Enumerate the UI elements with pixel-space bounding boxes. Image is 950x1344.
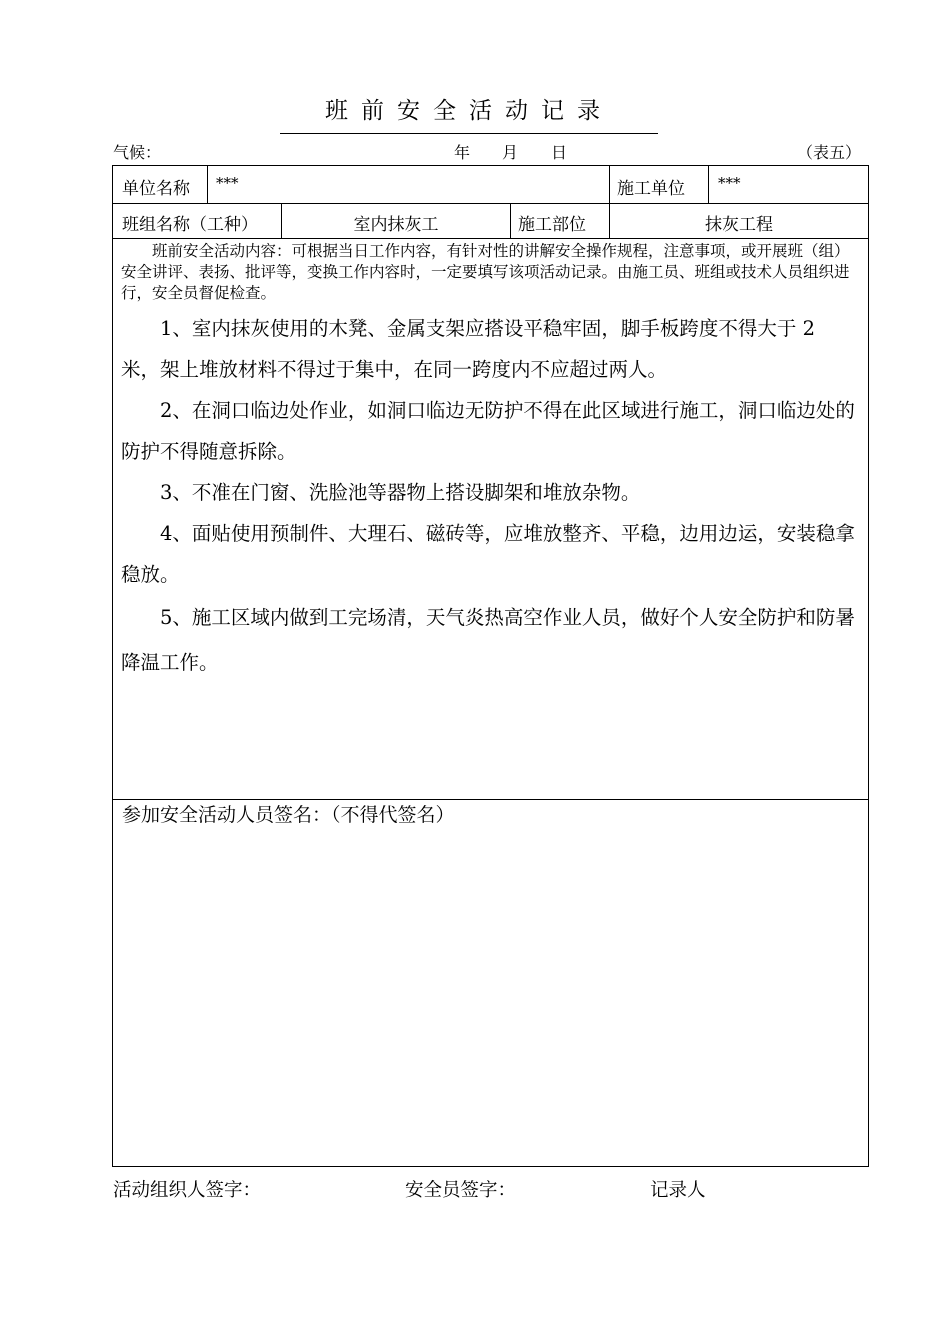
- unit-name-label: 单位名称: [112, 165, 208, 204]
- construction-unit-value: ***: [708, 165, 869, 204]
- construction-part-label: 施工部位: [510, 203, 610, 239]
- date-month-label: 月: [502, 143, 519, 162]
- safety-officer-signature-label: 安全员签字：: [405, 1180, 517, 1201]
- recorder-label: 记录人: [650, 1180, 706, 1201]
- date-year-label: 年: [454, 143, 471, 162]
- form-number: （表五）: [797, 143, 862, 162]
- weather-label: 气候：: [113, 143, 162, 162]
- document-title: 班前安全活动记录: [280, 92, 658, 134]
- activity-item: 1、室内抹灰使用的木凳、金属支架应搭设平稳牢固，脚手板跨度不得大于 2 米，架上堆放材料不得过于集中，在同一跨度内不应超过两人。: [121, 317, 816, 381]
- team-name-value: 室内抹灰工: [281, 203, 511, 239]
- date-day-label: 日: [551, 143, 568, 162]
- team-name-label: 班组名称（工种）: [112, 203, 282, 239]
- signature-cell: [112, 799, 869, 1167]
- unit-name-value: ***: [207, 165, 610, 204]
- construction-part-value: 抹灰工程: [609, 203, 869, 239]
- construction-unit-label: 施工单位: [609, 165, 709, 204]
- activity-intro-text: 班前安全活动内容：可根据当日工作内容，有针对性的讲解安全操作规程，注意事项，或开展班（组）安全讲评、表扬、批评等，变换工作内容时，一定要填写该项活动记录。由施工员、班组或技术人员组织进行，安全员督促检查。: [121, 242, 850, 302]
- activity-items-list: [121, 308, 860, 685]
- organizer-signature-label: 活动组织人签字：: [113, 1180, 262, 1201]
- activity-content-cell: [112, 238, 869, 800]
- activity-item: 3、不准在门窗、洗脸池等器物上搭设脚架和堆放杂物。: [160, 481, 641, 504]
- activity-item: 4、面贴使用预制件、大理石、磁砖等，应堆放整齐、平稳，边用边运，安装稳拿稳放。: [121, 522, 855, 586]
- signature-label: 参加安全活动人员签名：（不得代签名）: [122, 804, 455, 826]
- activity-item: 5、施工区域内做到工完场清，天气炎热高空作业人员，做好个人安全防护和防暑降温工作。: [121, 606, 855, 674]
- activity-item: 2、在洞口临边处作业，如洞口临边无防护不得在此区域进行施工，洞口临边处的防护不得随意拆除。: [121, 399, 855, 463]
